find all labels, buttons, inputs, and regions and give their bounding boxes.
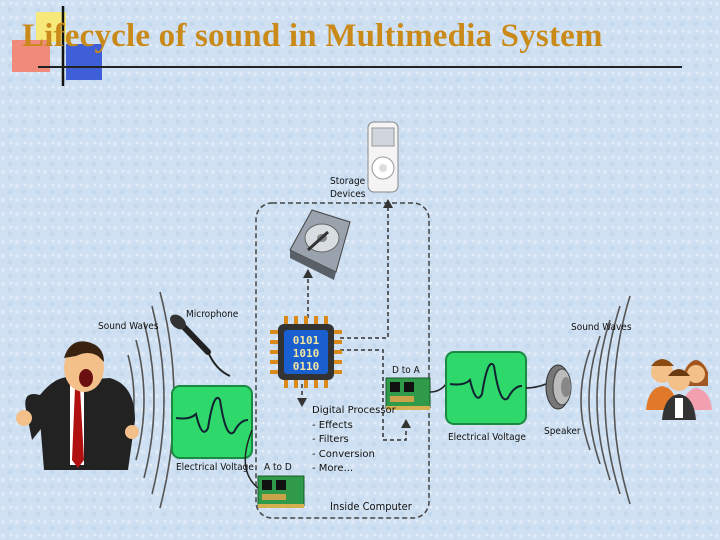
sound-waves-left-label: Sound Waves <box>98 321 159 332</box>
a-to-d-label: A to D <box>264 462 292 473</box>
microphone <box>167 312 230 376</box>
audience <box>646 359 712 420</box>
singer-figure <box>16 341 139 470</box>
chip-code <box>284 330 328 374</box>
a-to-d-board <box>258 476 304 508</box>
ipod <box>368 122 398 192</box>
arrow-to-processor <box>297 398 307 407</box>
oscilloscope-left <box>172 386 252 458</box>
processor-item-conversion: - Conversion <box>312 448 375 460</box>
chip-code-line-1: 0101 <box>292 334 320 347</box>
processor-item-effects: - Effects <box>312 419 353 431</box>
electrical-voltage-left-label: Electrical Voltage <box>176 462 254 473</box>
sound-waves-right-label: Sound Waves <box>571 322 632 333</box>
inside-computer-label: Inside Computer <box>330 500 412 513</box>
electrical-voltage-right-label: Electrical Voltage <box>448 432 526 443</box>
oscilloscope-right <box>446 352 526 424</box>
storage-devices-label-line1: Storage <box>330 176 366 187</box>
digital-processor-list <box>312 404 396 477</box>
digital-processor-label: Digital Processor <box>312 405 396 416</box>
arrow-to-dtoa <box>401 419 411 428</box>
page-title: Lifecycle of sound in Multimedia System <box>22 18 603 54</box>
speaker-label: Speaker <box>544 426 581 437</box>
processor-item-filters: - Filters <box>312 434 349 445</box>
arrow-to-harddrive <box>303 269 313 278</box>
processor-item-more: - More... <box>312 463 354 474</box>
chip-code-line-2: 1010 <box>292 347 320 360</box>
hard-drive <box>290 210 350 280</box>
microphone-label: Microphone <box>186 309 239 320</box>
d-to-a-label: D to A <box>392 365 420 376</box>
storage-devices-label-line2: Devices <box>330 189 366 200</box>
chip-code-line-3: 0110 <box>292 360 320 373</box>
speaker <box>546 365 571 409</box>
